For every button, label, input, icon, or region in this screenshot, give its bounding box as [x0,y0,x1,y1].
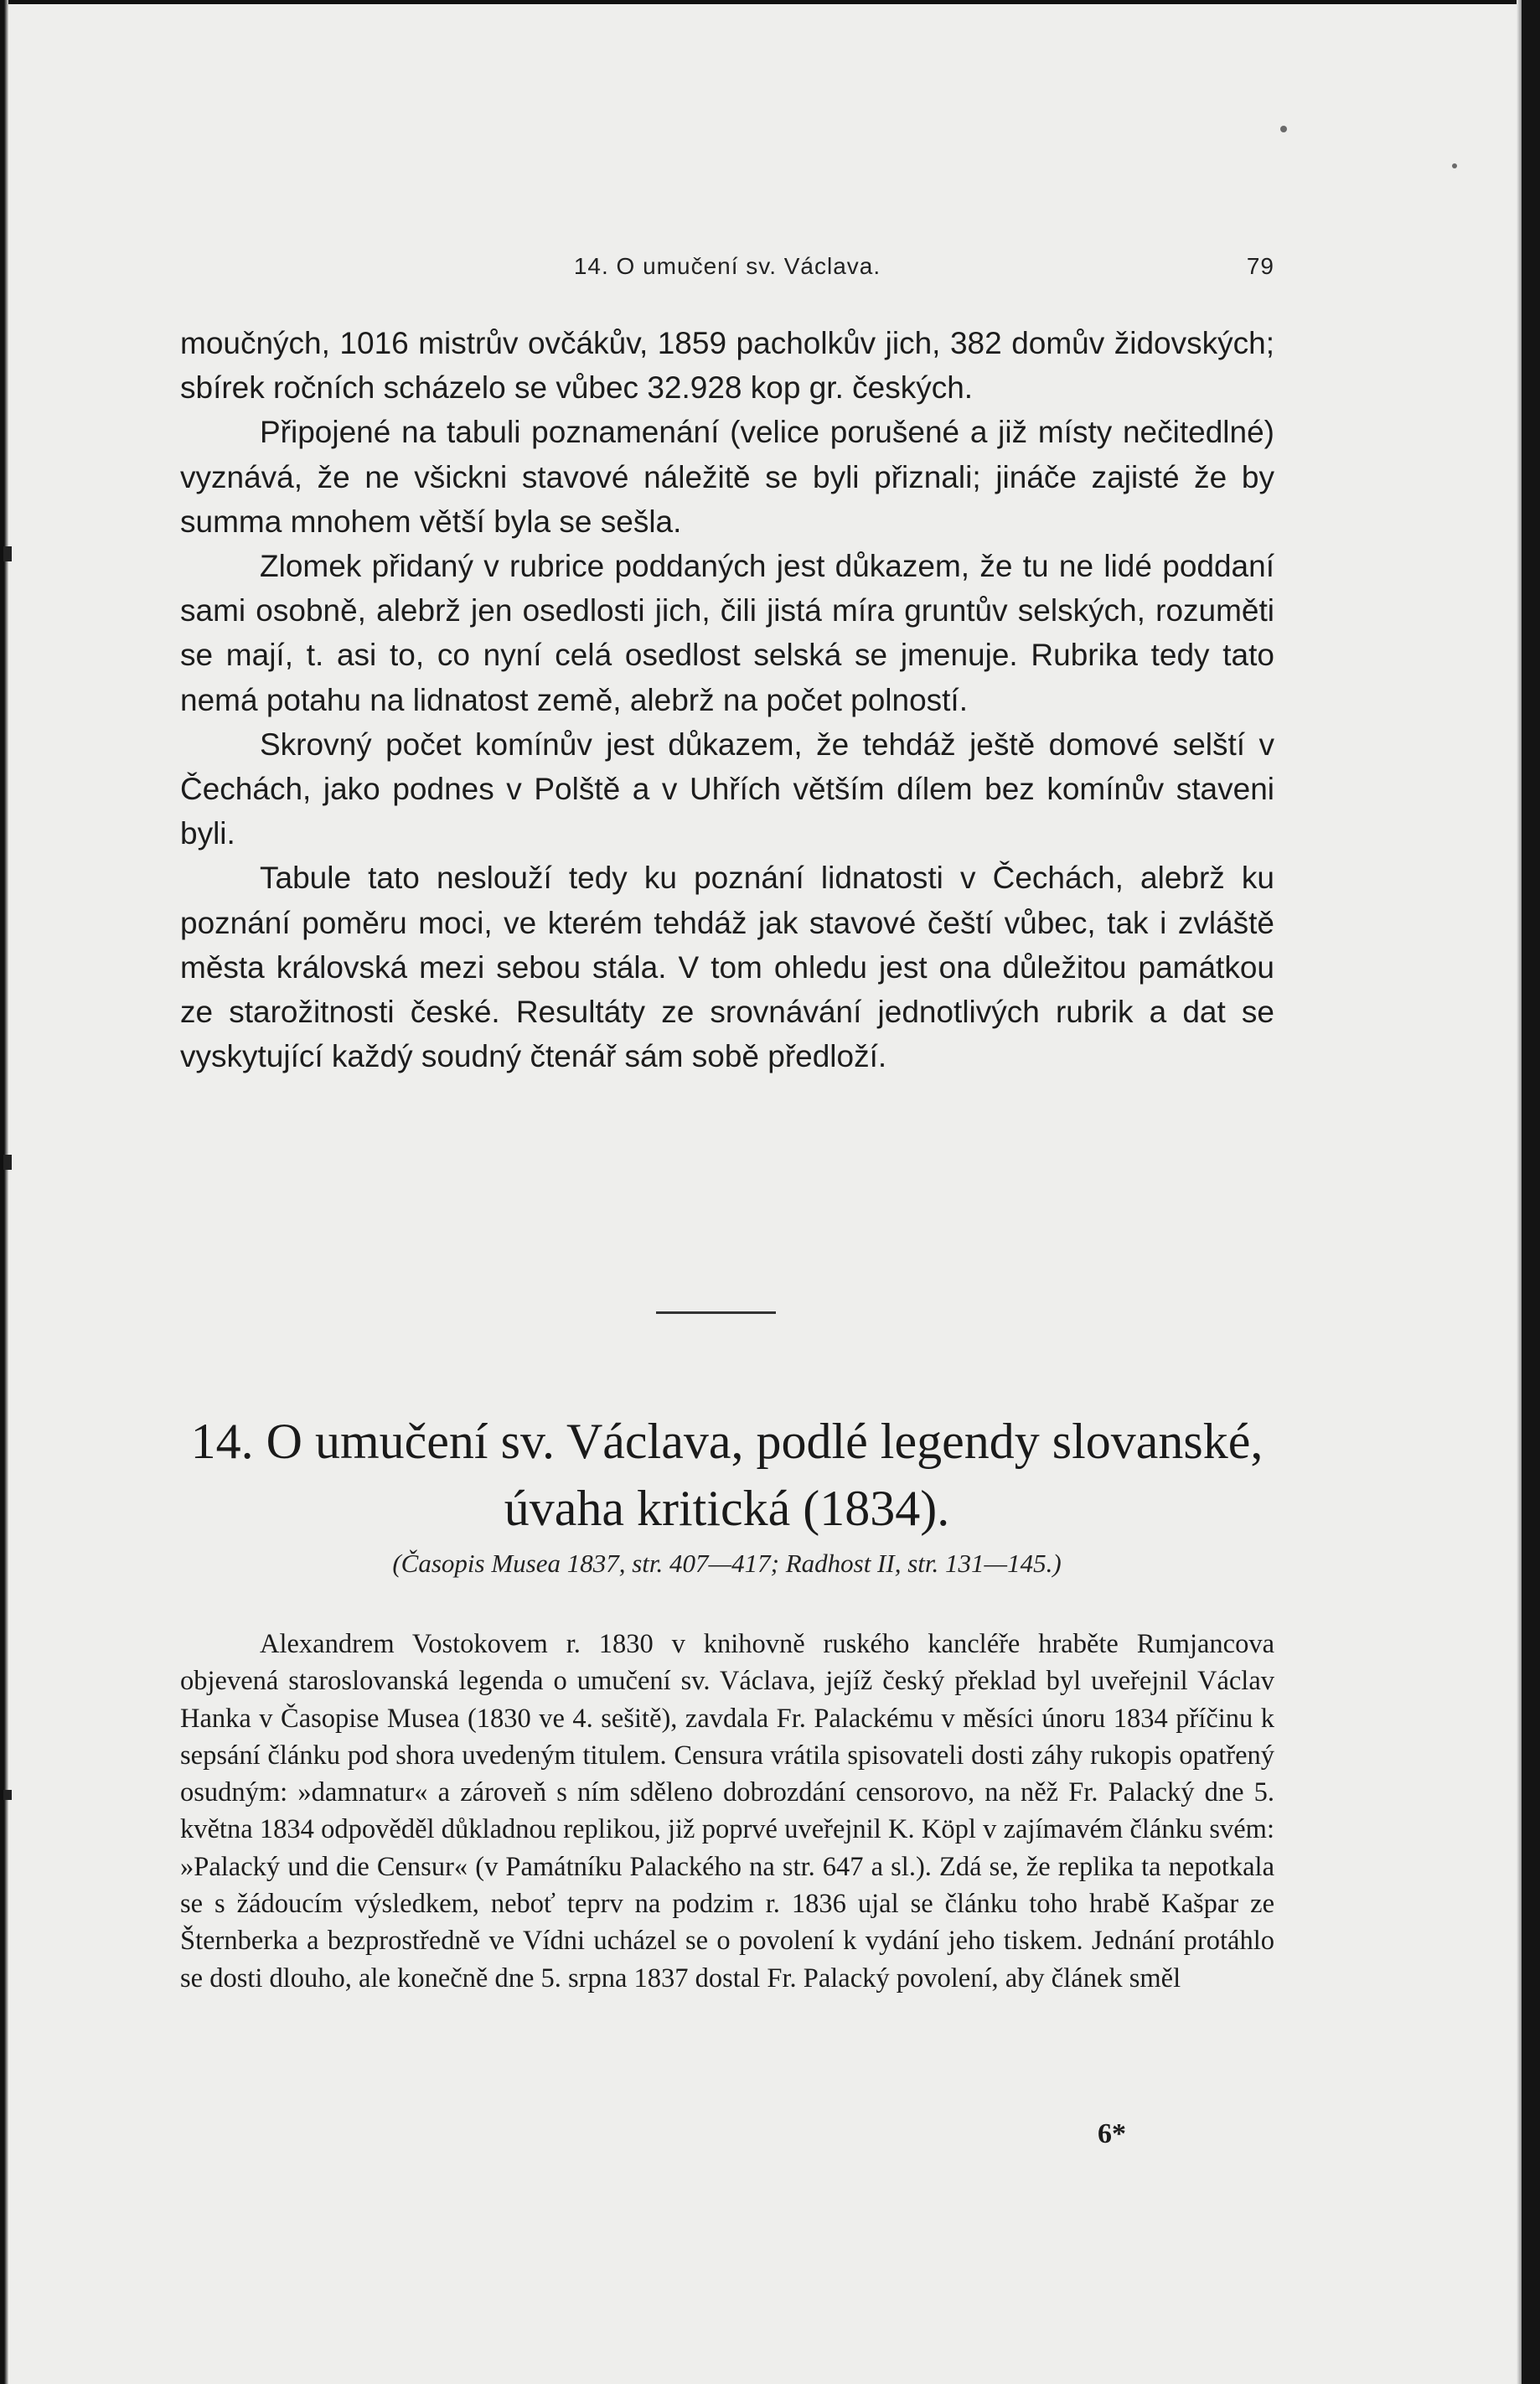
paragraph: moučných, 1016 mistrův ovčákův, 1859 pacholkův jich, 382 domův židovských; sbírek ročních scházelo se vůbec 32.928 kop gr. českých. [180,326,1274,406]
chapter-intro: Alexandrem Vostokovem r. 1830 v knihovně ruského kancléře hraběte Rumjancova objevená staroslovanská legenda o umučení sv. Václava, jejíž český překlad byl uveřejnil Václav Hanka v Časopise Musea (1830 ve 4. sešitě), zavdala Fr. Palackému v měsíci únoru 1834 příčinu k sepsání článku pod shora uvedeným titulem. Censura vrátila spisovateli dosti záhy rukopis opatřený osudným: »damnatur« a zároveň s ním sděleno dobrozdání censorovo, na něž Fr. Palacký dne 5. května 1834 odpověděl důkladnou replikou, již poprvé uveřejnil K. Köpl v zajímavém článku svém: »Palacký und die Censur« (v Památníku Palackého na str. 647 a sl.). Zdá se, že replika ta nepotkala se s žádoucím výsledkem, neboť teprv na podzim r. 1836 ujal se článku toho hrabě Kašpar ze Šternberka a bezprostředně ve Vídni ucházel se o povolení k vydání jeho tiskem. Jednání protáhlo se dosti dlouho, ale konečně dne 5. srpna 1837 dostal Fr. Palacký povolení, aby článek směl [180,1629,1274,1994]
signature-mark: 6* [1098,2118,1126,2149]
chapter-source-note: (Časopis Musea 1837, str. 407—417; Radhost II, str. 131—145.) [392,1549,1062,1578]
margin-mark [3,1790,12,1800]
chapter-heading-line: úvaha kritická (1834). [504,1481,950,1536]
dust-speck [1452,163,1457,168]
running-head [180,253,1274,287]
chapter-heading-line: 14. O umučení sv. Václava, podlé legendy slovanské, [190,1414,1264,1469]
margin-mark [3,1155,12,1170]
paragraph: Zlomek přidaný v rubrice poddaných jest důkazem, že tu ne lidé poddaní sami osobně, alebrž jen osedlosti jich, čili jistá míra gruntův selských, rozuměti se mají, t. asi to, co nyní celá osedlost selská se jmenuje. Rubrika tedy tato nemá potahu na lidnatost země, alebrž na počet polností. [180,549,1274,717]
scan-edge-left [0,0,8,2384]
paragraph: Tabule tato neslouží tedy ku poznání lidnatosti v Čechách, alebrž ku poznání poměru moci, ve kterém tehdáž jak stavové čeští vůbec, tak i zvláště města královská mezi sebou stála. V tom ohledu jest ona důležitou památkou ze starožitnosti české. Resultáty ze srovnávání jednotlivých rubrik a dat se vyskytující každý soudný čtenář sám sobě předloží. [180,861,1274,1074]
running-head-title: 14. O umučení sv. Václava. [573,253,881,279]
body-text [180,321,1274,1078]
dust-speck [1280,126,1287,132]
paragraph: Skrovný počet komínův jest důkazem, že tehdáž ještě domové selští v Čechách, jako podnes v Polště a v Uhřích větším dílem bez komínův staveni byli. [180,727,1274,851]
scan-edge-top [0,0,1540,4]
margin-mark [3,546,12,561]
page-number: 79 [1246,253,1274,279]
scan-edge-right [1522,0,1540,2384]
paragraph: Připojené na tabuli poznamenání (velice porušené a již místy nečitedlné) vyznává, že ne všickni stavové náležitě se byli přiznali; jináče zajisté že by summa mnohem větší byla se sešla. [180,415,1274,539]
section-divider [656,1311,776,1314]
chapter-heading [168,1408,1286,1542]
